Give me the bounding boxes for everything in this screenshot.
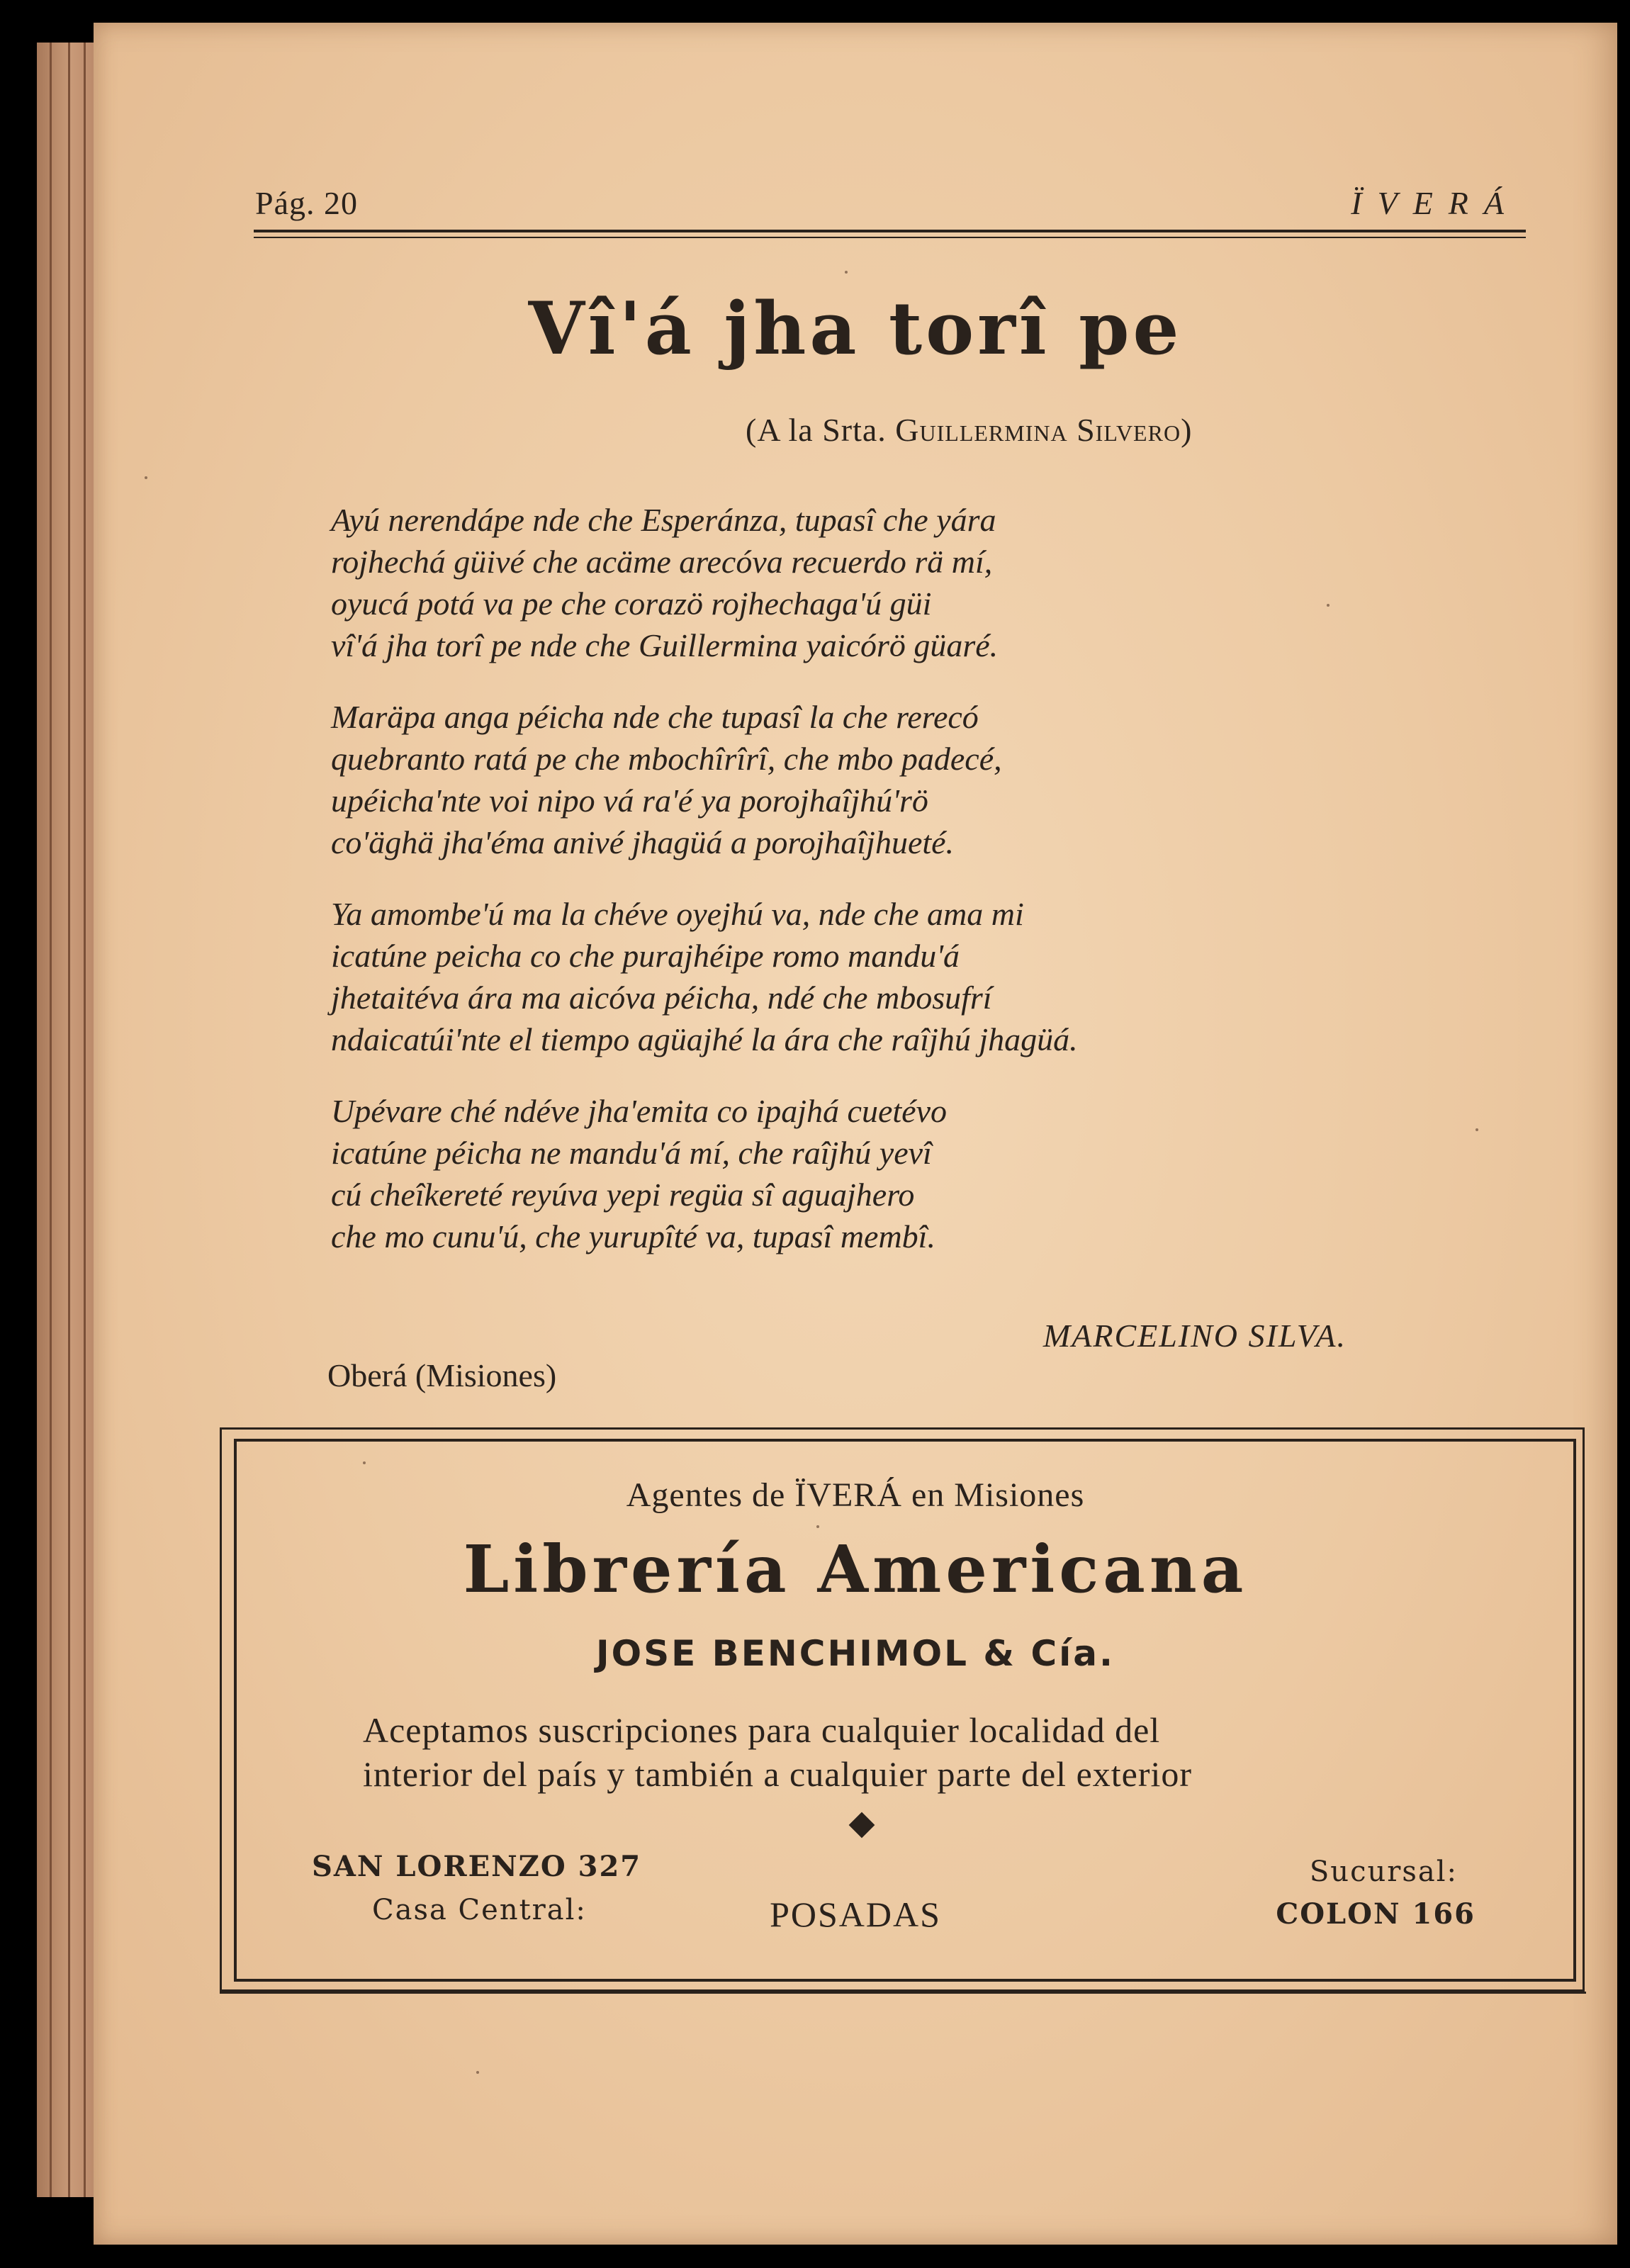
magazine-page — [94, 23, 1617, 2245]
stanza — [331, 499, 1500, 666]
ad-description-line: Aceptamos suscripciones para cualquier localidad del — [363, 1710, 1161, 1750]
dedication-name: Guillermina Silvero — [895, 412, 1181, 448]
poem-line: icatúne péicha ne mandu'á mí, che raîjhú yevî — [331, 1135, 932, 1171]
ad-agents-line: Agentes de ÏVERÁ en Misiones — [626, 1476, 1085, 1514]
poem-line: ndaicatúi'nte el tiempo agüajhé la ára che raîjhú jhagüá. — [331, 1021, 1078, 1057]
poem-line: Ya amombe'ú ma la chéve oyejhú va, nde che ama mi — [331, 896, 1024, 932]
poem-line: vî'á jha torî pe nde che Guillermina yaicórö güaré. — [331, 627, 999, 663]
stanza — [331, 893, 1500, 1060]
dedication-suffix: ) — [1181, 412, 1193, 448]
ad-address-label: Casa Central: — [372, 1894, 587, 1926]
poem-line: Ayú nerendápe nde che Esperánza, tupasî che yára — [331, 502, 996, 538]
poem-line: jhetaitéva ára ma aicóva péicha, ndé che mbosufrí — [331, 979, 992, 1016]
poem-line: che mo cunu'ú, che yurupîté va, tupasî membî. — [331, 1218, 935, 1254]
header-rule — [254, 230, 1526, 232]
ad-owner: JOSE BENCHIMOL & Cía. — [595, 1633, 1115, 1674]
stanza — [331, 696, 1500, 863]
poem-body — [331, 499, 1500, 1287]
ad-branch-label: Sucursal: — [1309, 1856, 1458, 1888]
poem-line: Maräpa anga péicha nde che tupasî la che rerecó — [331, 699, 979, 735]
ad-address-street: SAN LORENZO 327 — [312, 1850, 642, 1883]
page-edge-line — [84, 43, 86, 2197]
poem-line: Upévare ché ndéve jha'emita co ipajhá cuetévo — [331, 1093, 947, 1129]
poem-line: quebranto ratá pe che mbochîrîrî, che mbo padecé, — [331, 741, 1002, 777]
page-number: Pág. 20 — [255, 185, 358, 221]
ad-city: POSADAS — [770, 1894, 941, 1934]
magazine-name: ÏVERÁ — [1351, 185, 1519, 221]
poem-line: co'äghä jha'éma anivé jhagüá a porojhaîjhueté. — [331, 824, 955, 860]
poem-place: Oberá (Misiones) — [327, 1357, 557, 1393]
page-edge-line — [50, 43, 52, 2197]
poem-line: oyucá potá va pe che corazö rojhechaga'ú güi — [331, 585, 932, 622]
ad-store-name: Librería Americana — [463, 1531, 1248, 1607]
poem-line: upéicha'nte voi nipo vá ra'é ya porojhaîjhú'rö — [331, 782, 928, 819]
ad-description — [363, 1708, 1440, 1796]
stanza — [331, 1090, 1500, 1257]
ad-description-line: interior del país y también a cualquier parte del exterior — [363, 1754, 1193, 1794]
poem-line: rojhechá güivé che acäme arecóva recuerdo rä mí, — [331, 544, 993, 580]
header-rule — [254, 237, 1526, 238]
poem-line: icatúne peicha co che purajhéipe romo mandu'á — [331, 938, 960, 974]
page-edge-line — [68, 43, 70, 2197]
poem-title: Vî'á jha torî pe — [528, 286, 1183, 371]
poem-author: MARCELINO SILVA. — [1042, 1318, 1347, 1354]
ad-branch-address: COLON 166 — [1276, 1897, 1476, 1931]
poem-dedication — [746, 411, 1192, 449]
dedication-prefix: (A la Srta. — [746, 412, 896, 448]
ad-bottom-rule — [220, 1992, 1586, 1994]
poem-line: cú cheîkereté reyúva yepi regüa sî aguajhero — [331, 1177, 915, 1213]
